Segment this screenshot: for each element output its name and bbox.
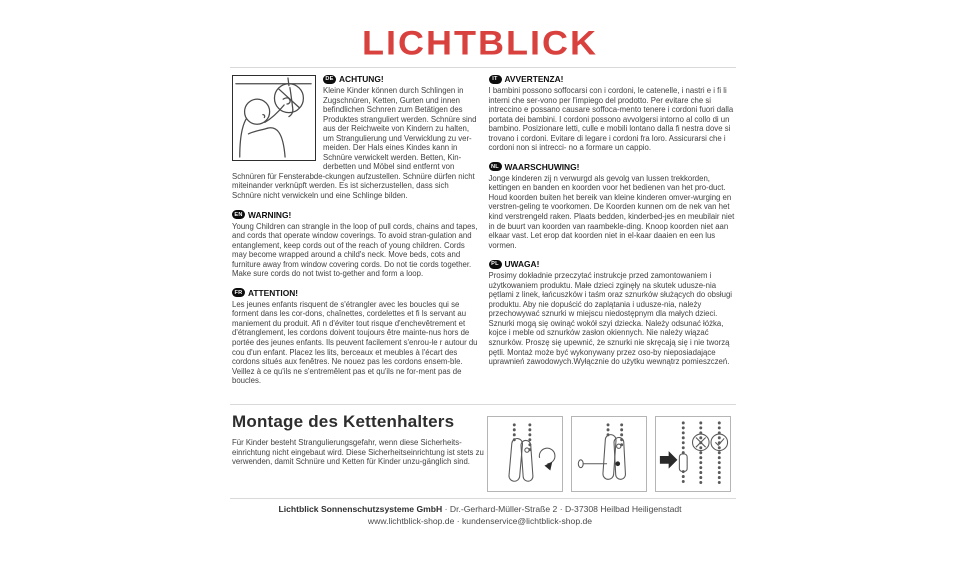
warning-section-it <box>489 74 737 153</box>
warning-title-fr: ATTENTION! <box>248 287 299 298</box>
warning-body-it: I bambini possono soffocarsi con i cordoni, le catenelle, i nastri e i fi li interni che ser-vono per l'impiego del prodotto. Per evitare che si intreccino e possano causare soffoca-mento tenere i cordoni fuori dalla portata dei bambini. I cordoni possono avvolgersi intorno al collo di un bambino. Posizionare letti, culle e mobili lontano dalla fi nestra dove si trovano i cordoni. Evitare di legare i cordoni fra loro. Assicurarsi che i cordoni non si intrecci- no a formare un cappio. <box>488 86 734 153</box>
warning-title-pl: UWAGA! <box>504 259 540 270</box>
montage-body: Für Kinder besteht Strangulierungsgefahr, wenn diese Sicherheits-einrichtung nicht eingebaut wird. Diese Sicherheitseinrichtung ist stets zu verwenden, damit Schnüre und Ketten für Kinder unzu-gänglich sind. <box>232 438 484 467</box>
warning-title-de: ACHTUNG! <box>339 74 384 84</box>
chain-holder-rotate-icon <box>487 416 563 492</box>
warning-heading-nl <box>489 162 737 172</box>
lang-badge-pl: PL <box>489 260 502 269</box>
warning-body-pl: Prosimy dokładnie przeczytać instrukcje przed zamontowaniem i użytkowaniem produktu. Małe dzieci zginęły na skutek udusze-nia pętlami z linek, łańcuszków i taśm oraz sznurków służących do obsługi produktu. Aby nie dopuścić do zaplątania i udusze-nia, należy przechowywać sznurki w miejscu niedostępnym dla małych dzieci. Sznurki mogą się owinąć wokół szyi dziecka. Należy odsunać łóżka, kojce i meble od sznurków zasłon okiennych. Nie należy wiązać sznurków. Proszę się upewnić, że sznurki nie skręcają się i nie tworzą pętli. Montaż może być wykonywany przez oso-by nieposiadające uprawnień zawodowych.Wyłącznie do użytku wewnątrz pomieszczeń. <box>488 271 733 367</box>
footer <box>0 504 960 527</box>
lichtblick-logo: LICHTBLICK <box>362 23 598 62</box>
warning-section-pl <box>489 259 737 366</box>
warning-heading-pl <box>489 259 737 269</box>
footer-address: · Dr.-Gerhard-Müller-Straße 2 · D-37308 Heilbad Heiligenstadt <box>442 504 682 514</box>
warning-section-de <box>232 74 480 201</box>
chain-wrong-right-icon <box>655 416 731 492</box>
lang-badge-de: DE <box>323 75 336 84</box>
warning-section-nl <box>489 162 737 250</box>
right-column <box>489 74 737 395</box>
warning-body-en: Young Children can strangle in the loop of pull cords, chains and tapes, and cords that operate window coverings. To avoid stran-gulation and entanglement, keep cords out of the reach of young children. Cords may become wrapped around a child's neck. Move beds, cots and furniture away from window covering cords. Do not tie cords together. Make sure cords do not twist to-gether and form a loop. <box>232 221 478 279</box>
warning-heading-de <box>323 74 480 84</box>
divider-top <box>230 67 736 68</box>
divider-montage <box>230 404 736 405</box>
warning-title-nl: WAARSCHUWING! <box>504 161 580 172</box>
warning-heading-fr <box>232 288 480 298</box>
divider-footer <box>230 498 736 499</box>
warning-body-fr: Les jeunes enfants risquent de s'étrangler avec les boucles qui se forment dans les cor-dons, chaînettes, cordelettes et fi ls servant au maniement du produit. Afi n d'éviter tout risque d'enchevêtrement et d'étranglement, les cordons doivent toujours être mainte-nus hors de portée des jeunes enfants. Ils peuvent facilement s'enrou-le r autour du cou d'un enfant. Placez les lits, berceaux et meubles à l'écart des cordons situés aux fenêtres. Ne nouez pas les cordons ensem-ble. Veillez à ce qu'ils ne s'entremêlent pas et qu'ils ne for-ment pas de boucles. <box>232 299 478 386</box>
warning-heading-en <box>232 210 480 220</box>
footer-company: Lichtblick Sonnenschutzsysteme GmbH <box>278 504 443 514</box>
chain-holder-screw-icon <box>571 416 647 492</box>
lang-badge-en: EN <box>232 210 245 219</box>
footer-address-line <box>0 504 960 516</box>
montage-title: Montage des Kettenhalters <box>232 412 455 431</box>
left-column <box>232 74 480 395</box>
warning-body-nl: Jonge kinderen zij n verwurgd als gevolg van lussen trekkorden, kettingen en banden en koorden voor het bedienen van het pro-duct. Houd koorden buiten het bereik van kleine kinderen omver-wurging en verstren-geling te voorkomen. De Koorden kunnen om de nek van het kind verstrengeld raken. Plaats bedden, kinderbed-jes en meubilair niet in de buurt van koorden van raambekle-ding. Knoop koorden niet aan elkaar vast. Let erop dat koorden niet in el-kaar daaien en een lus vormen. <box>488 173 735 250</box>
warning-title-it: AVVERTENZA! <box>504 74 564 84</box>
lang-badge-it: IT <box>489 75 502 84</box>
warning-section-en <box>232 210 480 279</box>
warning-title-en: WARNING! <box>248 209 292 220</box>
lang-badge-nl: NL <box>489 162 502 171</box>
warning-section-fr <box>232 288 480 386</box>
warning-heading-it <box>489 74 737 84</box>
lang-badge-fr: FR <box>232 288 245 297</box>
montage-diagrams <box>487 416 731 492</box>
warning-body-de: Kleine Kinder können durch Schlingen in Zugschnüren, Ketten, Gurten und innen befindlichen Schnren zum Betätigen des Produktes stranguliert werden. Schnüre sind aus der Reichweite von Kindern zu halten, um Strangulierung und Verwicklung zu ver-meiden. Der Hals eines Kindes kann in Schnüre verwickelt werden. Betten, Kin-derbetten und Möbel sind entfernt von Schnüren für Fensterabde-ckungen aufzustellen. Schnüre dürfen nicht miteinander verknüpft werden. Es ist sicherzustellen, dass sich Schnüre nicht verwickeln und eine Schlinge bilden. <box>232 86 477 201</box>
child-cord-warning-icon <box>232 75 316 161</box>
warning-columns <box>232 74 736 395</box>
footer-contact-line: www.lichtblick-shop.de · kundenservice@lichtblick-shop.de <box>367 515 593 526</box>
